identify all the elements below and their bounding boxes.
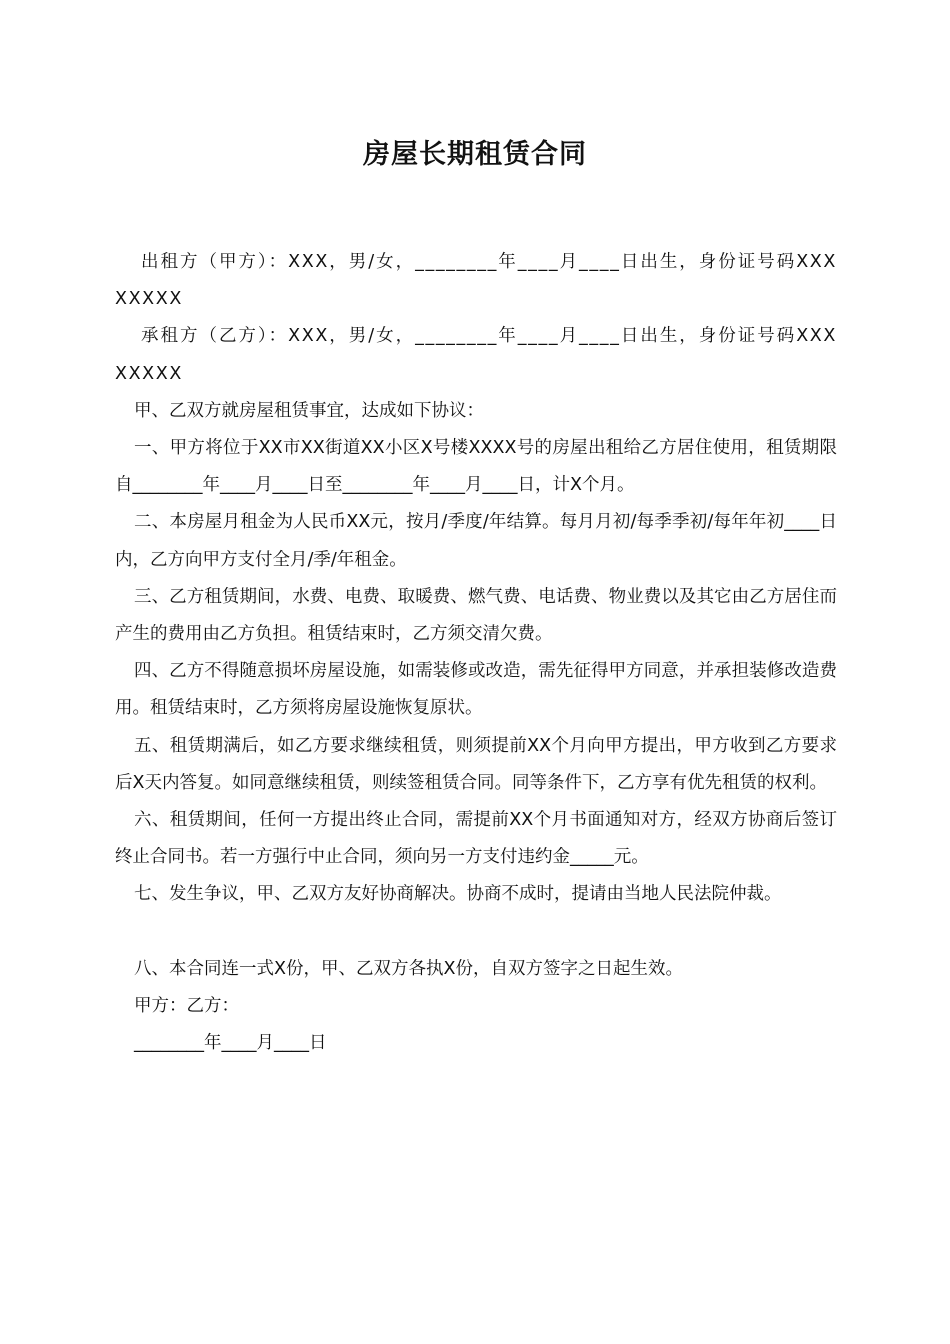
clause-3: 三、乙方租赁期间，水费、电费、取暖费、燃气费、电话费、物业费以及其它由乙方居住而产生的费用由乙方负担。租赁结束时，乙方须交清欠费。: [115, 586, 837, 645]
clause-8: 八、本合同连一式X份，甲、乙双方各执X份，自双方签字之日起生效。: [134, 958, 683, 979]
document-body: [115, 244, 837, 1062]
clause-2: 二、本房屋月租金为人民币XX元，按月/季度/年结算。每月月初/每季季初/每年年初____日内，乙方向甲方支付全月/季/年租金。: [115, 512, 837, 570]
clause-7: 七、发生争议，甲、乙双方友好协商解决。协商不成时，提请由当地人民法院仲裁。: [134, 884, 782, 905]
clause-5: 五、租赁期满后，如乙方要求继续租赁，则须提前XX个月向甲方提出，甲方收到乙方要求后X天内答复。如同意继续租赁，则续签租赁合同。同等条件下，乙方享有优先租赁的权利。: [115, 735, 837, 793]
clause-1: 一、甲方将位于XX市XX街道XX小区X号楼XXXX号的房屋出租给乙方居住使用，租赁期限自________年____月____日至________年____月____日，计X个月。: [115, 438, 837, 496]
paragraph-gap: [115, 914, 837, 951]
signature-date: ________年____月____日: [134, 1033, 327, 1054]
lessor-paragraph: 出租方（甲方）：XXX，男/女，________年____月____日出生，身份证号码XXXXXXXX: [115, 252, 837, 310]
agreement-intro: 甲、乙双方就房屋租赁事宜，达成如下协议：: [134, 400, 484, 421]
clause-4: 四、乙方不得随意损坏房屋设施，如需装修或改造，需先征得甲方同意，并承担装修改造费用。租赁结束时，乙方须将房屋设施恢复原状。: [115, 661, 837, 719]
signature-parties: 甲方：乙方：: [134, 995, 239, 1016]
document-title: 房屋长期租赁合同: [363, 139, 587, 170]
lessee-paragraph: 承租方（乙方）：XXX，男/女，________年____月____日出生，身份证号码XXXXXXXX: [115, 326, 837, 384]
clause-6: 六、租赁期间，任何一方提出终止合同，需提前XX个月书面通知对方，经双方协商后签订终止合同书。若一方强行中止合同，须向另一方支付违约金_____元。: [115, 810, 837, 868]
